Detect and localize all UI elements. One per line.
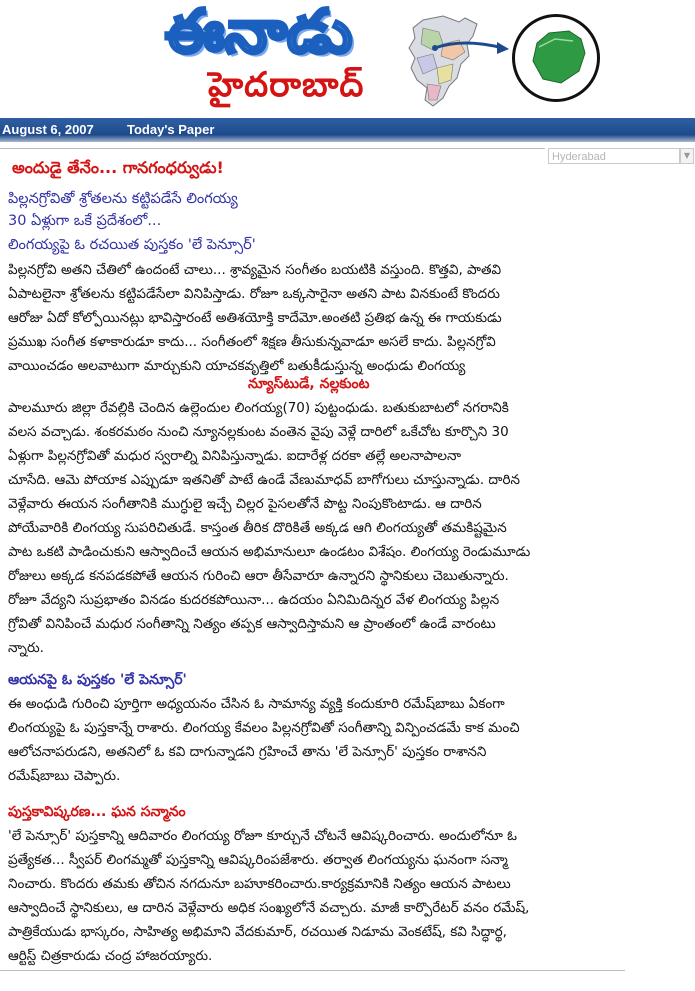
andhra-pradesh-map-icon: [403, 14, 511, 110]
body-line: గ్రోవితో వినిపించే మధుర సంగీతాన్ని నిత్యం తప్పక ఆస్వాదిస్తామని ఆ ప్రాంతంలో ఉండే వారంటు: [8, 616, 496, 632]
body-line: చూసేది. ఆమె పోయాక ఎప్పుడూ ఇతనితో పాటే ఉండే వేణుమాధవ్ బాగోగులు చూస్తున్నాడు. దారిన: [8, 472, 520, 488]
masthead: [0, 0, 695, 118]
article-headline: అందుడై తేనేం... గానగంధర్వుడు!: [12, 158, 224, 177]
body-line: ఆస్వాదించే స్థానికులు, ఆ దారిన వెళ్లేవారు అధిక సంఖ్యలోనే వచ్చారు. మాజీ కార్పొరేటర్ వనం రమేష్,: [8, 900, 530, 916]
body-line: వెళ్లేవారు ఈయన సంగీతానికి ముగ్ధులై ఇచ్చే చిల్లర పైసలతోనే పొట్ట నింపుకొంటాడు. ఆ దారిన: [8, 496, 482, 512]
date-bar: [0, 118, 695, 142]
body-line: ఆరోజు ఏదో కోల్పోయినట్లు భావిస్తారంటే అతిశయోక్తి కాదేమో.అంతటి ప్రతిభ ఉన్న ఈ గాయకుడు: [8, 310, 502, 326]
todays-paper-link[interactable]: Today's Paper: [127, 122, 215, 137]
body-line: ఏపాటలైనా శ్రోతలను కట్టిపడేసేలా వినిపిస్తాడు. రోజూ ఒక్కసారైనా అతని పాట వినకుంటే కొందరు: [8, 286, 500, 302]
body-line: పాలమూరు జిల్లా రేవల్లికి చెందిన ఉల్లెందుల లింగయ్య(70) పుట్టంధుడు. బతుకుబాటలో నగరానికి: [8, 400, 509, 416]
city-edition-select[interactable]: Hyderabad: [548, 148, 680, 164]
subhead: 30 ఏళ్లుగా ఒకే ప్రదేశంలో...: [8, 213, 162, 229]
hyderabad-region-map-icon: [512, 14, 600, 102]
chevron-down-icon[interactable]: ▼: [680, 148, 694, 164]
body-line: ఆర్టిస్ట్ చిత్రకారుడు చంద్ర హాజరయ్యారు.: [8, 948, 213, 964]
body-line: పాత్రికేయుడు భాస్కరం, సాహిత్య అభిమాని వేదకుమార్, రచయిత నిడూమ వెంకటేష్, కవి సిద్ధార్థ,: [8, 924, 507, 940]
divider: [0, 970, 625, 971]
body-line: ప్రత్యేకత... స్వీపర్ లింగమ్మతో పుస్తకాన్ని ఆవిష్కరింపజేశారు. తర్వాత లింగయ్యను ఘనంగా సన్మా: [8, 852, 508, 868]
body-line: న్నారు.: [8, 640, 44, 656]
body-line: పాట ఒకటి పాడించుకుని ఆస్వాదించే ఆయన అభిమానులూ ఉండటం విశేషం. లింగయ్య రెండుమూడు: [8, 544, 531, 560]
body-line: 'లే పెన్సూర్' పుస్తకాన్ని ఆదివారం లింగయ్య రోజూ కూర్చునే చోటనే ఆవిష్కరించారు. అందులోనూ ఓ: [8, 828, 518, 844]
section-title: పుస్తకావిష్కరణ... ఘన సన్మానం: [8, 804, 186, 820]
body-line: ఈ అంధుడి గురించి పూర్తిగా అధ్యయనం చేసిన ఓ సామాన్య వ్యక్తి కందుకూరి రమేష్‌బాబు ఏకంగా: [8, 696, 505, 712]
body-line: ప్రముఖ సంగీత కళాకారుడూ కాదు... సంగీతంలో శిక్షణ తీసుకున్నవాడూ అసలే కాదు. పిల్లనగ్రోవి: [8, 334, 496, 350]
subhead: పిల్లనగ్రోవితో శ్రోతలను కట్టిపడేసే లింగయ్య: [8, 191, 238, 207]
hyderabad-edition-title: హైదరాబాద్: [208, 65, 365, 105]
body-line: రోజూ వేద్యని సుప్రభాతం వినడం కుదరకపోయినా... ఉదయం ఏనిమిదిన్నర వేళ లింగయ్య పిల్లన: [8, 592, 500, 608]
body-line: ఆలోచనాపరుడని, అతనిలో ఓ కవి దాగున్నాడని గ్రహించే తాను 'లే పెన్సూర్' పుస్తకం రాశానని: [8, 744, 487, 760]
body-line: పోయేవారికి లింగయ్య సుపరిచితుడే. కాస్తంత తీరిక దొరికితే అక్కడ ఆగి లింగయ్యతో తమకిష్టమైన: [8, 520, 507, 536]
body-line: నించారు. కొందరు తమకు తోచిన నగదునూ బహూకరించారు.కార్యక్రమానికి నిత్యం ఆయన పాటలు: [8, 876, 511, 892]
body-line: పిల్లనగ్రోవి అతని చేతిలో ఉందంటే చాలు... శ్రావ్యమైన సంగీతం బయటికి వస్తుంది. కొత్తవి, పాతవి: [8, 262, 502, 278]
eenadu-logo[interactable]: ఈనాడు: [165, 0, 353, 67]
body-line: ఏళ్లుగా పిల్లనగ్రోవితో మధుర స్వరాల్ని వినిపిస్తున్నాడు. ఐదారేళ్ల దరకా తల్లే అలనాపాలనా: [8, 448, 461, 464]
subhead: లింగయ్యపై ఓ రచయిత పుస్తకం 'లే పెన్సూర్': [8, 237, 256, 253]
edition-date: August 6, 2007: [2, 122, 94, 137]
byline: న్యూస్‌టుడే, నల్లకుంట: [248, 376, 370, 392]
divider: [0, 148, 545, 149]
body-line: వాయించడం అలవాటుగా మార్చుకుని యాచకవృత్తిలో బతుకీడుస్తున్న అంధుడు లింగయ్య: [8, 358, 466, 374]
section-title: ఆయనపై ఓ పుస్తకం 'లే పెన్సూర్': [8, 672, 187, 688]
body-line: రమేష్‌బాబు చెప్పారు.: [8, 768, 121, 784]
body-line: రోజులు అక్కడ కనపడకపోతే ఆయన గురించి ఆరా తీసేవారూ ఉన్నారని స్థానికులు చెబుతున్నారు.: [8, 568, 509, 584]
body-line: లింగయ్యపై ఓ పుస్తకాన్నే రాశారు. లింగయ్య కేవలం పిల్లనగ్రోవితో సంగీతాన్ని విన్పించడమే కాక మంచి: [8, 720, 520, 736]
body-line: వలస వచ్చాడు. శంకరమఠం నుంచి న్యూనల్లకుంట వంతెన వైపు వెళ్లే దారిలో ఒకేచోట కూర్చొని 30: [8, 424, 509, 440]
